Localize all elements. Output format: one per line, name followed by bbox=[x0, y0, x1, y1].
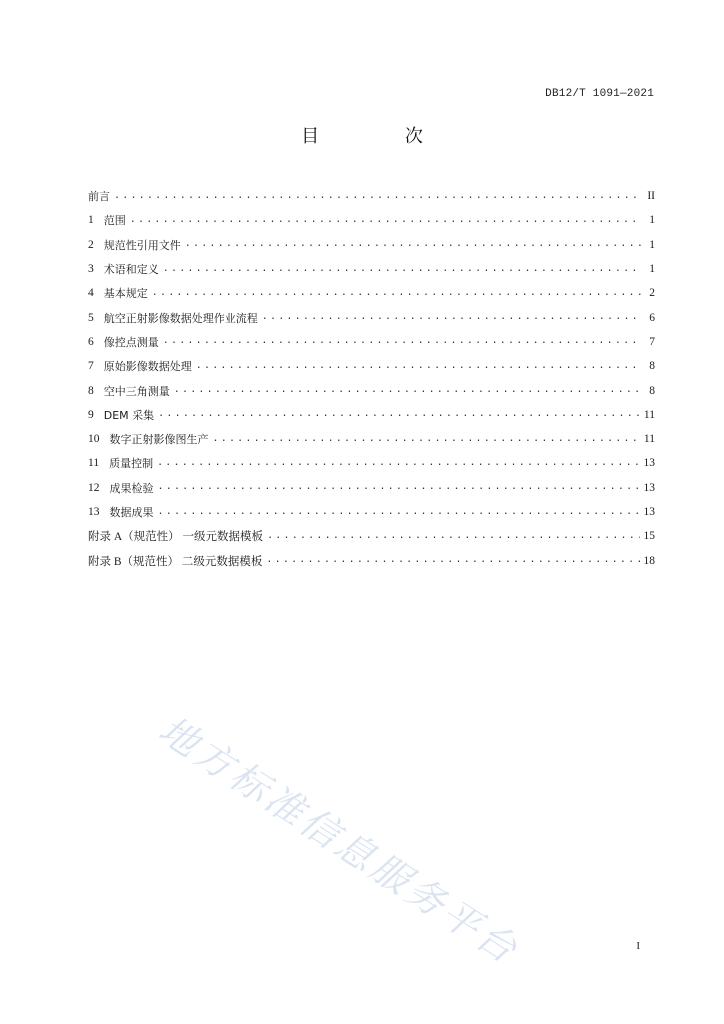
toc-entry-number: 13 bbox=[88, 506, 100, 518]
toc-entry-page: II bbox=[647, 190, 655, 203]
toc-entry-page: 15 bbox=[643, 530, 655, 543]
toc-entry-number: 12 bbox=[88, 481, 100, 494]
toc-entry-3[interactable] bbox=[88, 257, 655, 281]
toc-entry-page: 7 bbox=[649, 335, 655, 348]
table-of-contents bbox=[88, 184, 655, 573]
toc-leader-dots bbox=[158, 481, 640, 492]
toc-entry-page: 18 bbox=[643, 554, 655, 567]
toc-leader-dots bbox=[163, 263, 641, 274]
toc-entry-number: 6 bbox=[88, 335, 94, 348]
toc-entry-appendix-b[interactable] bbox=[88, 548, 655, 572]
toc-entry-text: 范围 bbox=[103, 214, 126, 228]
toc-leader-dots bbox=[158, 506, 640, 517]
toc-leader-dots bbox=[213, 433, 640, 444]
toc-entry-number: 1 bbox=[88, 214, 94, 227]
toc-leader-dots bbox=[157, 457, 639, 468]
toc-leader-dots bbox=[163, 335, 641, 346]
toc-entry-page: 2 bbox=[649, 287, 655, 300]
toc-entry-text: 基本规定 bbox=[103, 287, 148, 301]
toc-entry-number: 5 bbox=[88, 311, 94, 324]
toc-entry-4[interactable] bbox=[88, 281, 655, 305]
toc-entry-text: DEM 采集 bbox=[103, 408, 155, 422]
toc-entry-1[interactable] bbox=[88, 208, 655, 232]
toc-entry-11[interactable] bbox=[88, 451, 655, 475]
toc-entry-text: 附录 B（规范性） 二级元数据模板 bbox=[88, 555, 263, 568]
toc-entry-foreword[interactable] bbox=[88, 184, 655, 208]
toc-entry-12[interactable] bbox=[88, 476, 655, 500]
toc-leader-dots bbox=[262, 311, 641, 322]
toc-entry-5[interactable] bbox=[88, 305, 655, 329]
toc-entry-9[interactable] bbox=[88, 403, 655, 427]
toc-entry-7[interactable] bbox=[88, 354, 655, 378]
toc-entry-text: 前言 bbox=[88, 190, 110, 204]
toc-entry-page: 13 bbox=[643, 506, 655, 518]
toc-entry-page: 8 bbox=[649, 384, 655, 397]
toc-entry-text: 数据成果 bbox=[109, 506, 154, 519]
toc-leader-dots bbox=[174, 384, 641, 395]
watermark: 地方标准信息服务平台 bbox=[151, 707, 528, 974]
standard-code: DB12/T 1091—2021 bbox=[545, 88, 654, 100]
toc-entry-page: 1 bbox=[649, 263, 655, 276]
toc-entry-number: 8 bbox=[88, 384, 94, 397]
toc-entry-8[interactable] bbox=[88, 378, 655, 402]
toc-entry-text: 附录 A（规范性） 一级元数据模板 bbox=[88, 531, 264, 544]
toc-entry-appendix-a[interactable] bbox=[88, 524, 655, 548]
toc-entry-text: 原始影像数据处理 bbox=[103, 360, 192, 374]
toc-entry-number: 2 bbox=[88, 238, 94, 251]
toc-entry-text: 成果检验 bbox=[109, 481, 154, 495]
toc-entry-number: 11 bbox=[88, 457, 100, 470]
toc-entry-10[interactable] bbox=[88, 427, 655, 451]
toc-entry-number: 3 bbox=[88, 263, 94, 276]
toc-leader-dots bbox=[158, 408, 640, 419]
toc-leader-dots bbox=[267, 530, 639, 541]
toc-leader-dots bbox=[196, 360, 641, 371]
toc-entry-2[interactable] bbox=[88, 233, 655, 257]
toc-entry-text: 质量控制 bbox=[109, 457, 154, 471]
toc-entry-page: 13 bbox=[643, 457, 655, 470]
toc-entry-text: 航空正射影像数据处理作业流程 bbox=[103, 311, 258, 325]
toc-leader-dots bbox=[130, 214, 641, 225]
toc-entry-text: 像控点测量 bbox=[103, 335, 159, 349]
toc-entry-number: 4 bbox=[88, 287, 94, 300]
toc-leader-dots bbox=[266, 554, 639, 565]
toc-entry-page: 8 bbox=[649, 360, 655, 373]
page-number: I bbox=[636, 940, 640, 952]
toc-entry-text: 空中三角测量 bbox=[103, 384, 170, 398]
toc-entry-page: 6 bbox=[649, 311, 655, 324]
toc-entry-number: 7 bbox=[88, 360, 94, 373]
toc-entry-text: 规范性引用文件 bbox=[103, 238, 181, 252]
toc-entry-text: 数字正射影像图生产 bbox=[109, 433, 209, 447]
toc-entry-page: 1 bbox=[649, 214, 655, 227]
toc-entry-page: 1 bbox=[649, 238, 655, 251]
toc-entry-number: 10 bbox=[88, 433, 100, 446]
toc-entry-6[interactable] bbox=[88, 330, 655, 354]
toc-entry-number: 9 bbox=[88, 408, 94, 421]
toc-entry-page: 11 bbox=[643, 433, 655, 446]
page-title: 目 次 bbox=[301, 126, 463, 147]
toc-entry-13[interactable] bbox=[88, 500, 655, 524]
toc-entry-page: 11 bbox=[643, 408, 655, 421]
toc-leader-dots bbox=[152, 287, 641, 298]
toc-entry-text: 术语和定义 bbox=[103, 263, 159, 277]
toc-leader-dots bbox=[114, 190, 641, 201]
toc-entry-page: 13 bbox=[643, 481, 655, 494]
toc-leader-dots bbox=[185, 238, 641, 249]
